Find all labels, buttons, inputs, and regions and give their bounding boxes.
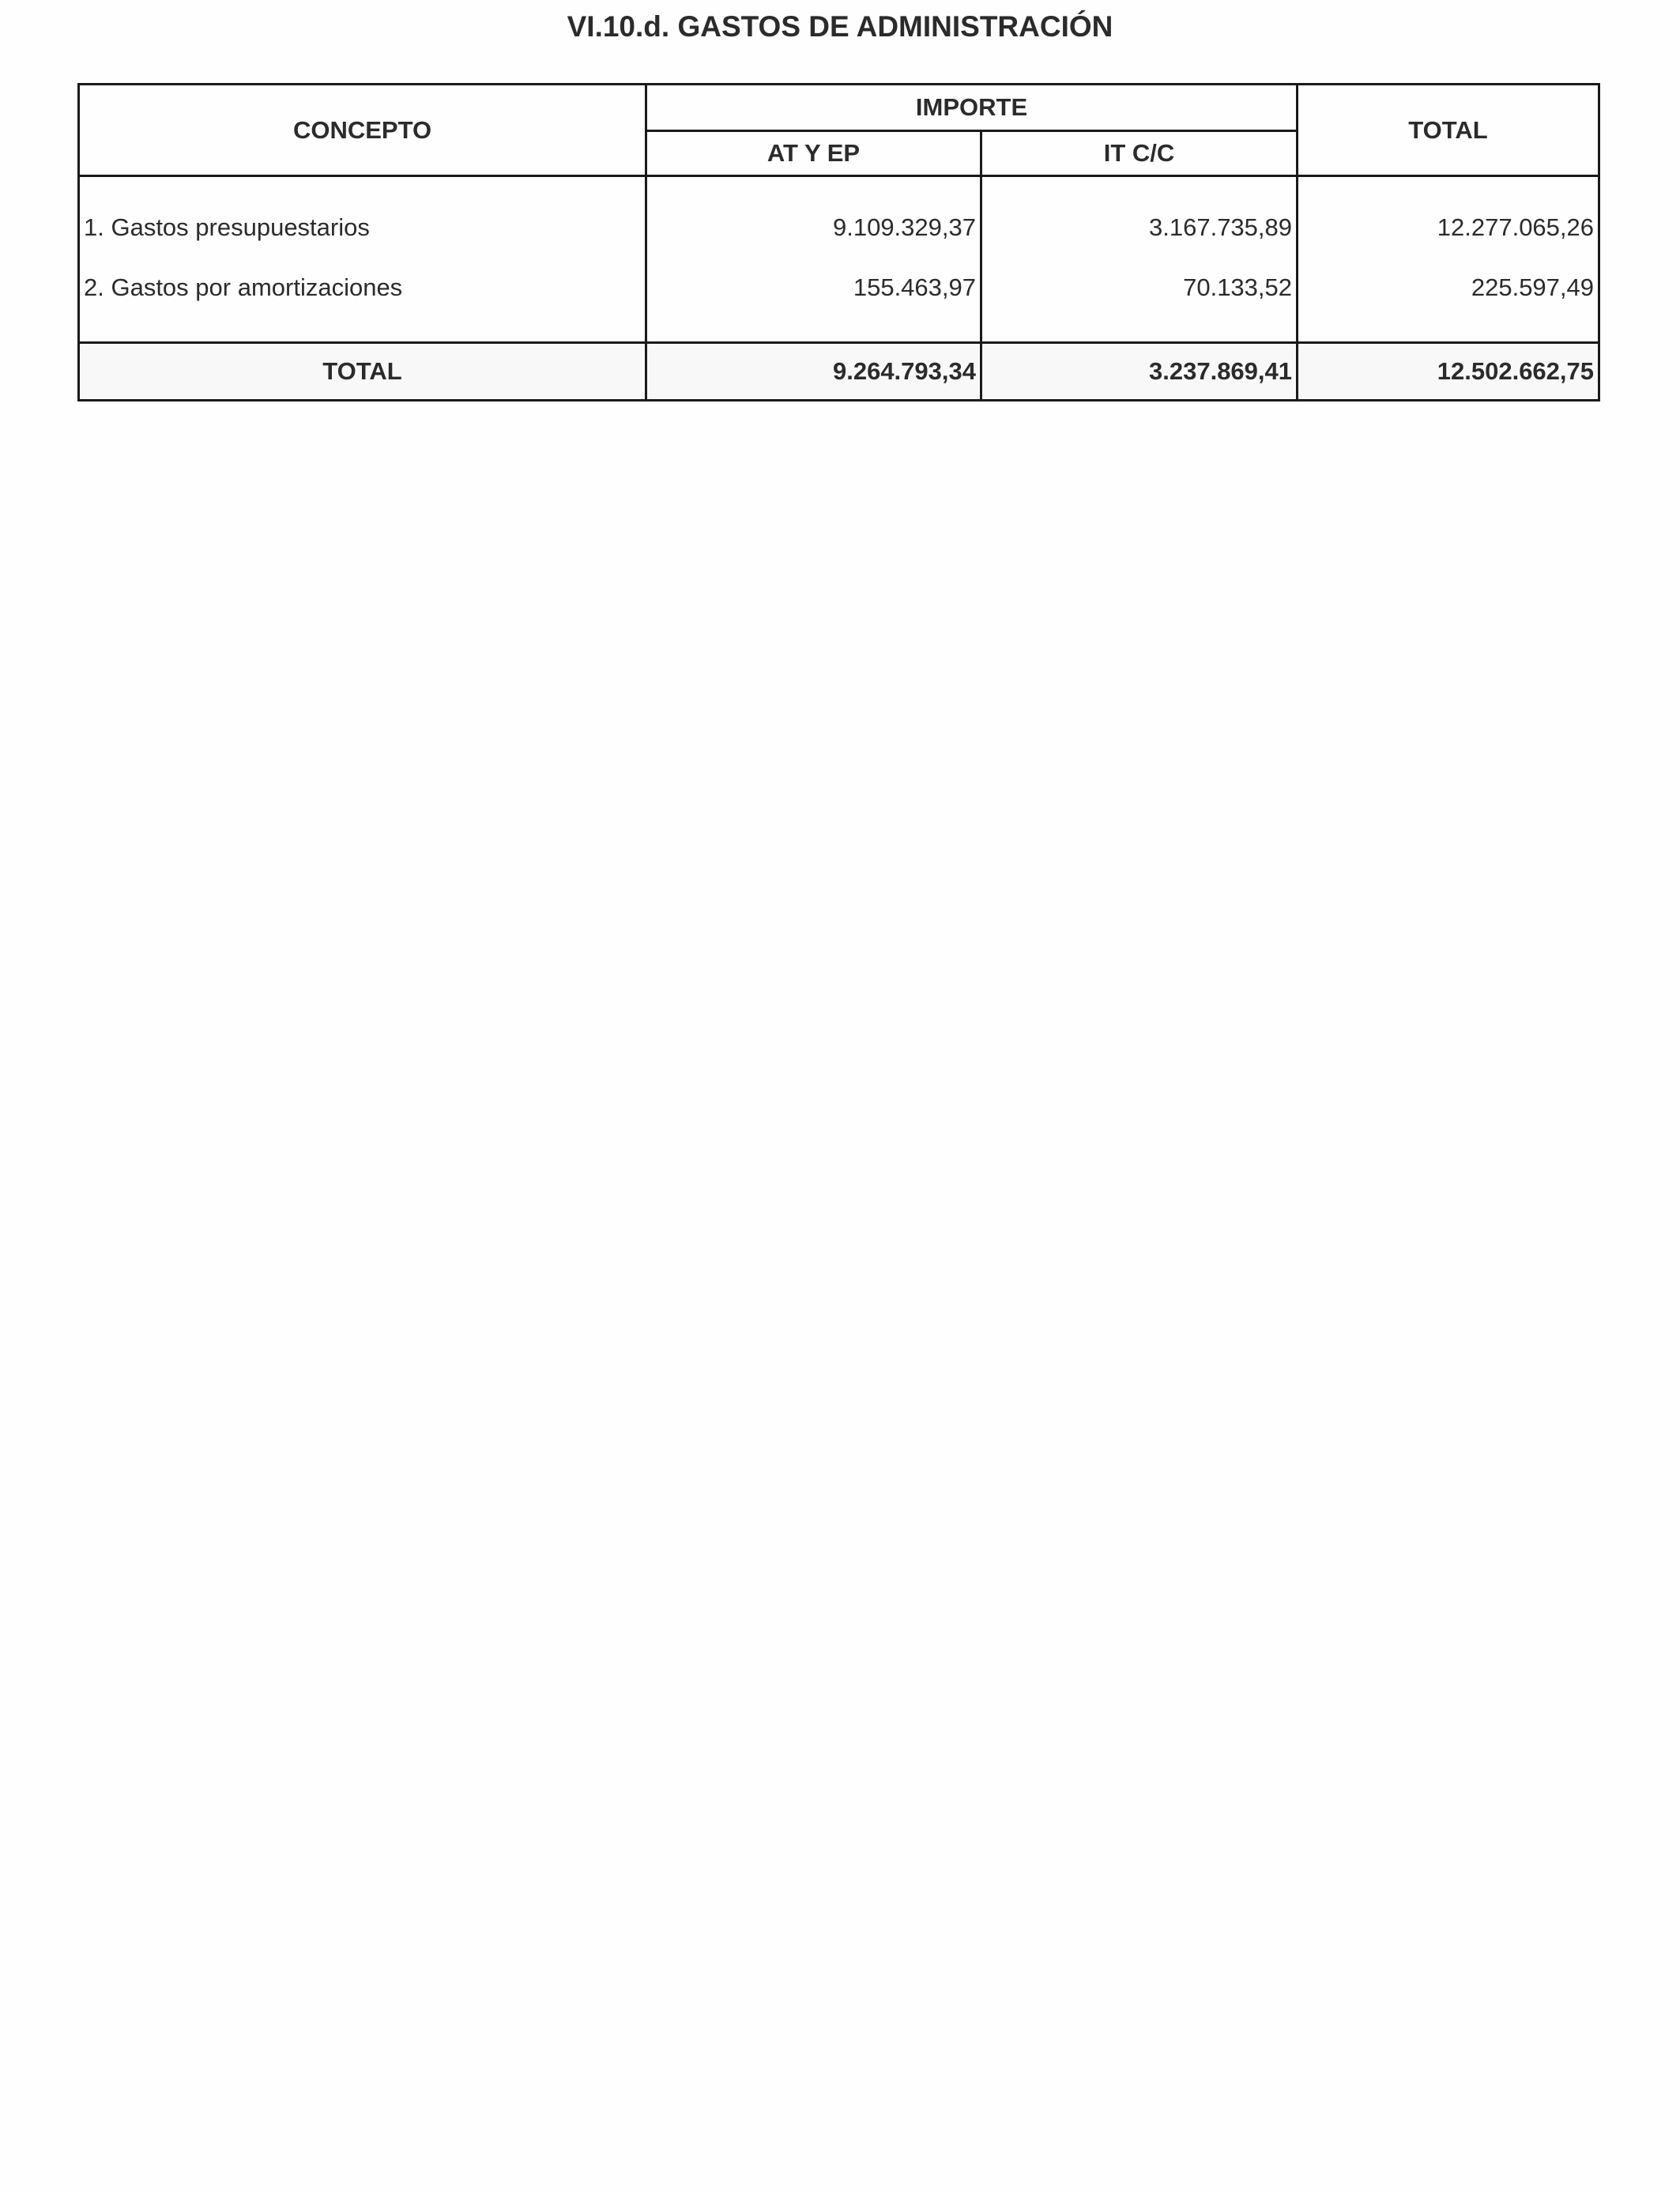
- row-it-cc: 3.167.735,89: [1149, 213, 1293, 241]
- row-total: 12.277.065,26: [1437, 213, 1595, 241]
- total-total: 12.502.662,75: [1298, 343, 1599, 401]
- table-row: [79, 251, 1599, 343]
- row-at-y-ep-cell: [646, 251, 981, 343]
- row-at-y-ep: 9.109.329,37: [832, 213, 976, 241]
- row-it-cc: 70.133,52: [1183, 273, 1293, 301]
- row-concepto-cell: [79, 176, 646, 251]
- row-it-cc-cell: [981, 251, 1298, 343]
- header-concepto: CONCEPTO: [79, 85, 646, 176]
- header-total: TOTAL: [1298, 85, 1599, 176]
- table-footer: [79, 343, 1599, 401]
- row-concepto-cell: [79, 251, 646, 343]
- gastos-administracion-table: [77, 83, 1600, 401]
- row-concepto: 2. Gastos por amortizaciones: [84, 273, 403, 301]
- header-at-y-ep: AT Y EP: [646, 131, 981, 176]
- header-it-cc: IT C/C: [981, 131, 1298, 176]
- total-at-y-ep: 9.264.793,34: [646, 343, 981, 401]
- row-at-y-ep: 155.463,97: [853, 273, 976, 301]
- table-header: [79, 85, 1599, 176]
- row-at-y-ep-cell: [646, 176, 981, 251]
- row-concepto: 1. Gastos presupuestarios: [84, 213, 370, 241]
- table-row: [79, 176, 1599, 251]
- total-it-cc: 3.237.869,41: [981, 343, 1298, 401]
- table-body: [79, 176, 1599, 343]
- total-label: TOTAL: [79, 343, 646, 401]
- total-row: [79, 343, 1599, 401]
- row-total-cell: [1298, 251, 1599, 343]
- row-total-cell: [1298, 176, 1599, 251]
- header-importe: IMPORTE: [646, 85, 1298, 131]
- page-title: VI.10.d. GASTOS DE ADMINISTRACIÓN: [567, 10, 1113, 43]
- row-it-cc-cell: [981, 176, 1298, 251]
- row-total: 225.597,49: [1471, 273, 1595, 301]
- header-row-top: [79, 85, 1599, 131]
